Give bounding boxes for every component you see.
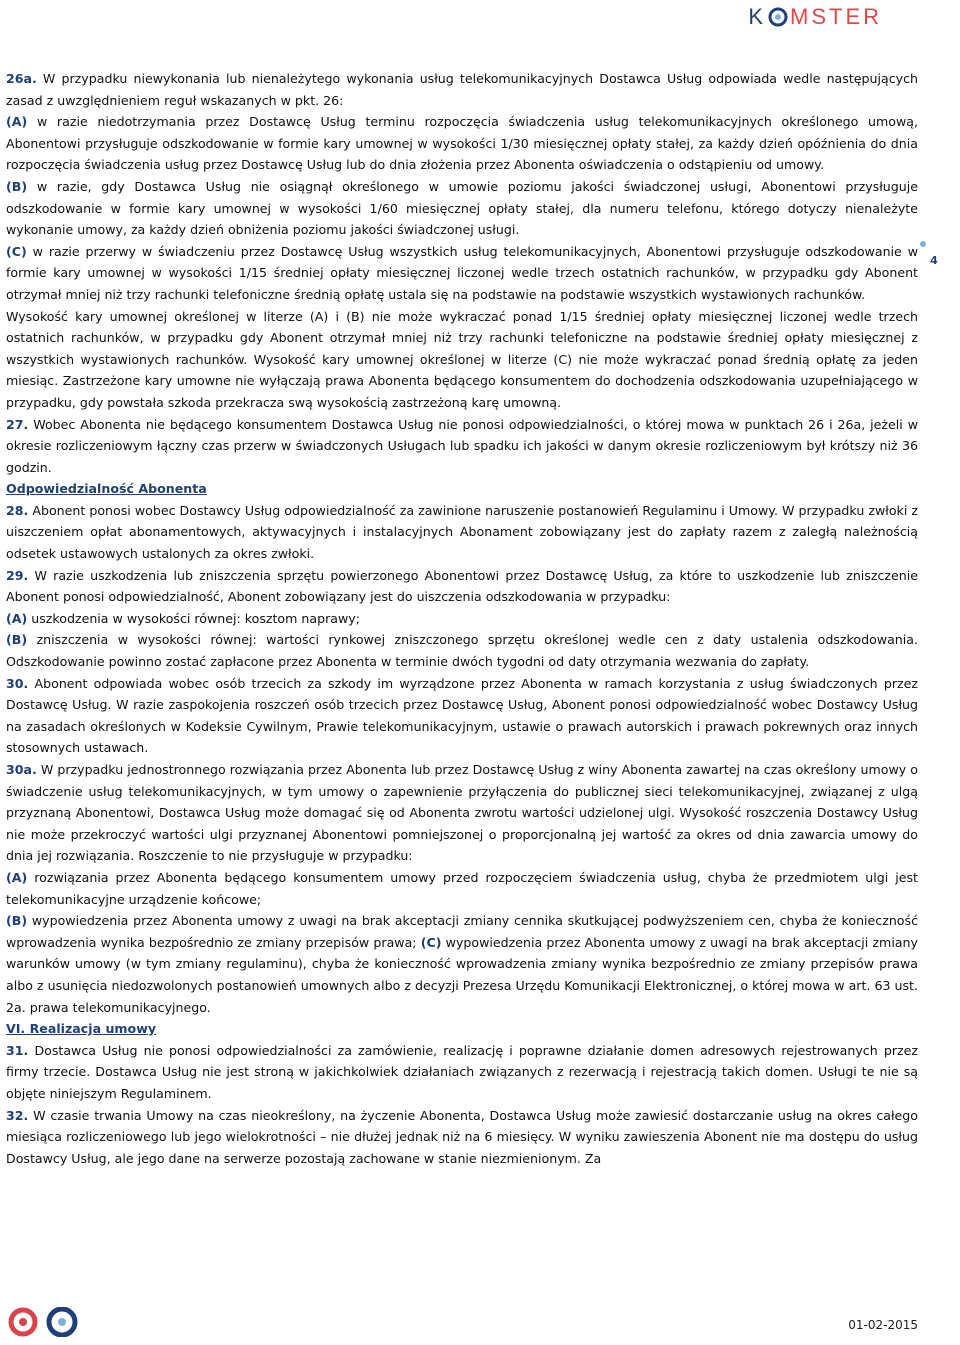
page-number-text: 4 xyxy=(930,254,938,267)
paragraph xyxy=(6,565,918,608)
section-heading xyxy=(6,478,918,500)
paragraph-text: w razie niedotrzymania przez Dostawcę Usług terminu rozpoczęcia świadczenia usług telekomunikacyjnych określonego umową, Abonentowi przysługuje odszkodowanie w formie kary umownej w wysokości 1/30 miesięcznej opłaty stałej, za każdy dzień opóźnienia do dnia rozpoczęcia świadczenia usług przez Dostawcę Usług lub do dnia złożenia przez Abonenta oświadczenia o odstąpieniu od umowy. xyxy=(6,114,918,173)
paragraph xyxy=(6,241,918,306)
paragraph xyxy=(6,910,918,1018)
paragraph-number: 29. xyxy=(6,567,29,583)
paragraph-text: Wobec Abonenta nie będącego konsumentem Dostawca Usług nie ponosi odpowiedzialności, o której mowa w punktach 26 i 26a, jeżeli w okresie rozliczeniowym łączny czas przerw w świadczonych Usługach lub spadku ich jakości w danym okresie rozliczeniowym był krótszy niż 36 godzin. xyxy=(6,416,918,475)
paragraph-number: 31. xyxy=(6,1042,29,1058)
paragraph-text: wypowiedzenia przez Abonenta umowy z uwagi na brak akceptacji zmiany cennika skutkującej podwyższeniem cen, chyba że konieczność wprowadzenia wynika bezpośrednio ze zmiany przepisów prawa; xyxy=(6,913,918,950)
paragraph-number: 27. xyxy=(6,416,29,432)
paragraph xyxy=(6,1040,918,1105)
paragraph-text: W razie uszkodzenia lub zniszczenia sprzętu powierzonego Abonentowi przez Dostawcę Usług, za które to uszkodzenie lub zniszczenie Abonent ponosi odpowiedzialność, Abonent zobowiązany jest do uiszczenia odszkodowania w przypadku: xyxy=(6,567,918,605)
section-heading xyxy=(6,1018,918,1040)
page-dot-icon xyxy=(920,241,926,247)
paragraph-number: (C) xyxy=(420,934,442,950)
paragraph-text: Abonent odpowiada wobec osób trzecich za szkody im wyrządzone przez Abonenta w ramach korzystania z usług świadczonych przez Dostawcę Usług. W razie zaspokojenia roszczeń osób trzecich przez Dostawcę Usług, Abonent ponosi odpowiedzialność wobec Dostawcy Usług na zasadach określonych w Kodeksie Cywilnym, Prawie telekomunikacyjnym, ustawie o prawach autorskich i prawach pokrewnych oraz innych stosownych ustawach. xyxy=(6,675,918,756)
paragraph-number: (B) xyxy=(6,913,28,929)
footer-logo xyxy=(8,1307,84,1337)
paragraph-number: (C) xyxy=(6,243,27,259)
logo-rest: MSTER xyxy=(790,4,882,29)
paragraph-text: zniszczenia w wysokości równej: wartości rynkowej zniszczonego sprzętu określonej wedle cen z daty ustalenia odszkodowania. Odszkodowanie powinno zostać zapłacone przez Abonenta w terminie dwóch tygodni od daty otrzymania wezwania do zapłaty. xyxy=(6,632,918,670)
paragraph-number: (A) xyxy=(6,610,28,626)
paragraph xyxy=(6,1105,918,1170)
paragraph-text: Abonent ponosi wobec Dostawcy Usług odpowiedzialność za zawinione naruszenie postanowień Regulaminu i Umowy. W przypadku zwłoki z uiszczeniem opłat abonamentowych, aktywacyjnych i instalacyjnych Abonament zobowiązany jest do zapłaty razem z zaległą należnością odsetek ustawowych ustalonych za okres zwłoki. xyxy=(6,502,918,562)
footer-logo-circle-icon xyxy=(8,1307,38,1337)
section-title: VI. Realizacja umowy xyxy=(6,1021,157,1037)
paragraph-number: (A) xyxy=(6,114,28,130)
paragraph-text: Wysokość kary umownej określonej w literze (A) i (B) nie może wykraczać ponad 1/15 średniej opłaty miesięcznej liczonej wedle trzech ostatnich rachunków, w przypadku gdy Abonent otrzymał mniej niż trzy rachunki telefoniczne na podstawie średniej opłaty miesięcznej z wszystkich wystawionych rachunków. Wysokość kary umownej określonej w literze (C) nie może wykraczać ponad średnią opłatę za jeden miesiąc. Zastrzeżone kary umowne nie wyłączają prawa Abonenta będącego konsumentem do dochodzenia odszkodowania uzupełniającego w przypadku, gdy powstała szkoda przekracza swą wysokością zastrzeżoną karę umowną. xyxy=(6,308,918,410)
paragraph-number: 32. xyxy=(6,1107,29,1123)
footer-logo-o-icon xyxy=(40,1307,84,1337)
paragraph-text: w razie, gdy Dostawca Usług nie osiągnął określonego w umowie poziomu jakości świadczonej usługi, Abonentowi przysługuje odszkodowanie w formie kary umownej w wysokości 1/60 miesięcznej opłaty stałej, dla numeru telefonu, którego dotyczy nienależyte wykonanie umowy, za każdy dzień obniżenia poziomu jakości świadczonej usługi. xyxy=(6,178,918,238)
paragraph xyxy=(6,414,918,479)
paragraph xyxy=(6,608,918,630)
paragraph-number: 28. xyxy=(6,502,29,518)
section-title: Odpowiedzialność Abonenta xyxy=(6,481,207,497)
paragraph xyxy=(6,176,918,241)
paragraph xyxy=(6,500,918,565)
page-number xyxy=(920,247,948,275)
paragraph-number: 30a. xyxy=(6,762,37,777)
paragraph-text: wypowiedzenia przez Abonenta umowy z uwagi na brak akceptacji zmiany warunków umowy (w tym zmiany regulaminu), chyba że konieczność wprowadzenia zmiany wynika bezpośrednio ze zmiany przepisów prawa albo z usunięcia niedozwolonych postanowień umownych albo z decyzji Prezesa Urzędu Komunikacji Elektronicznej, o której mowa w art. 63 ust. 2a. prawa telekomunikacyjnego. xyxy=(6,934,918,1015)
paragraph-text: rozwiązania przez Abonenta będącego konsumentem umowy przed rozpoczęciem świadczenia usług, chyba że przedmiotem ulgi jest telekomunikacyjne urządzenie końcowe; xyxy=(6,869,918,907)
document-body xyxy=(6,68,918,1169)
paragraph-number: (A) xyxy=(6,869,28,885)
paragraph-text: uszkodzenia w wysokości równej: kosztom naprawy; xyxy=(27,610,360,626)
paragraph-text: w razie przerwy w świadczeniu przez Dostawcę Usług wszystkich usług telekomunikacyjnych, Abonentowi przysługuje odszkodowanie w formie kary umownej w wysokości 1/15 średniej opłaty miesięcznej liczonej wedle trzech ostatnich rachunków, w przypadku gdy Abonent otrzymał mniej niż trzy rachunki telefoniczne średnią opłatę ustala się na podstawie na podstawie wszystkich wystawionych rachunków. xyxy=(6,243,918,302)
paragraph xyxy=(6,759,918,867)
logo-o-icon xyxy=(768,7,788,27)
paragraph xyxy=(6,68,918,111)
paragraph-text: Dostawca Usług nie ponosi odpowiedzialności za zamówienie, realizację i poprawne działanie domen adresowych rejestrowanych przez firmy trzecie. Dostawca Usług nie jest stroną w jakichkolwiek działaniach związanych z rezerwacją i rejestracją takich domen. Usługi te nie są objęte niniejszym Regulaminem. xyxy=(6,1042,918,1101)
footer-date: 01-02-2015 xyxy=(848,1318,918,1332)
paragraph-text: W przypadku niewykonania lub nienależytego wykonania usług telekomunikacyjnych Dostawca Usług odpowiada wedle następujących zasad z uwzględnieniem reguł wskazanych w pkt. 26: xyxy=(6,71,918,108)
paragraph-number: 30. xyxy=(6,675,29,691)
komster-logo xyxy=(748,4,882,30)
paragraph xyxy=(6,306,918,414)
paragraph xyxy=(6,867,918,910)
paragraph xyxy=(6,629,918,672)
paragraph-number: 26a. xyxy=(6,71,37,86)
paragraph xyxy=(6,673,918,759)
paragraph-text: W przypadku jednostronnego rozwiązania przez Abonenta lub przez Dostawcę Usług z winy Abonenta zawartej na czas określony umowy o świadczenie usług telekomunikacyjnych, w tym umowy o zapewnienie przyłączenia do publicznej sieci telekomunikacyjnej, związanej z ulgą przyznaną Abonentowi, Dostawca Usług może domagać się od Abonenta zwrotu wartości udzielonej ulgi. Wysokość roszczenia Dostawcy Usług nie może przekroczyć wartości ulgi przyznanej Abonentowi pomniejszonej o proporcjonalną jej wartość za okres od dnia zawarcia umowy do dnia jej rozwiązania. Roszczenie to nie przysługuje w przypadku: xyxy=(6,762,918,864)
paragraph-text: W czasie trwania Umowy na czas nieokreślony, na życzenie Abonenta, Dostawca Usług może zawiesić dostarczanie usług na okres całego miesiąca rozliczeniowego lub jego wielokrotności – nie dłużej jednak niż na 6 miesięcy. W wyniku zawieszenia Abonent nie ma dostępu do usług Dostawcy Usług, ale jego dane na serwerze pozostają zachowane w stanie niezmienionym. Za xyxy=(6,1107,918,1166)
paragraph xyxy=(6,111,918,176)
paragraph-number: (B) xyxy=(6,632,28,648)
paragraph-number: (B) xyxy=(6,178,28,194)
logo-letter: K xyxy=(748,4,766,29)
